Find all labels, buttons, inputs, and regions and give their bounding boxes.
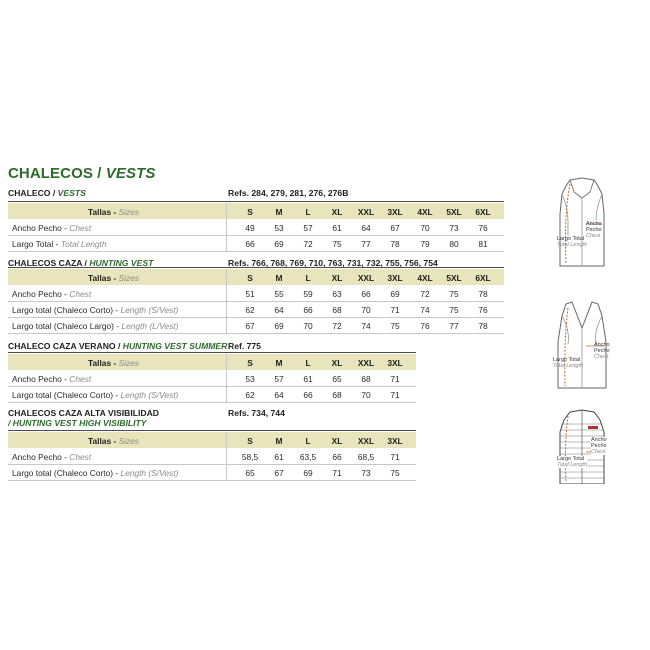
size-header-cell: M [275,358,283,368]
table-row-label: Largo total (Chaleco Largo) - Length (L/Vest) [12,321,179,331]
table-cell: 66 [245,239,255,249]
section-heading: CHALECO / VESTS [8,188,86,198]
table-cell: 65 [245,468,255,478]
table-cell: 76 [420,321,430,331]
row-label-en: Chest [69,452,92,462]
vest-3-length-label [557,456,587,468]
table-cell: 79 [420,239,430,249]
table-cell: 78 [478,321,488,331]
size-header-cell: L [305,358,311,368]
section-refs: Refs. 284, 279, 281, 276, 276B [228,188,349,198]
row-label-en: Length (L/Vest) [121,321,179,331]
vest-2-chest-en: Chest [594,354,609,360]
size-header-cell: XL [331,436,343,446]
vest-2-length-es: Largo Total [553,357,581,363]
section-name-en: HUNTING VEST SUMMER [122,341,228,351]
section-name-en-line2: / HUNTING VEST HIGH VISIBILITY [8,418,147,428]
table-cell: 78 [478,289,488,299]
row-separator [8,386,416,387]
table-cell: 69 [303,468,313,478]
table-cell: 75 [449,289,459,299]
column-separator [226,354,227,402]
sizes-label-es: Tallas [88,273,112,283]
section-divider [8,201,504,202]
table-cell: 76 [478,305,488,315]
table-cell: 66 [332,452,342,462]
table-cell: 66 [303,305,313,315]
size-header-cell: XXL [357,436,375,446]
section-name-en: HUNTING VEST [89,258,154,268]
section-heading: CHALECOS CAZA / HUNTING VEST [8,258,154,268]
size-header-cell: 3XL [387,436,403,446]
table-row-label: Ancho Pecho - Chest [12,452,92,462]
size-header-cell: S [247,436,253,446]
section-divider [8,352,416,353]
column-separator [226,203,227,251]
vest-1-length-en: Total Length [557,242,588,248]
row-separator [8,464,416,465]
table-row-label: Largo Total - Total Length [12,239,107,249]
vest-diagram-1 [548,174,618,274]
vest-2-length-label [553,357,583,369]
section-refs: Ref. 775 [228,341,261,351]
table-cell: 69 [274,239,284,249]
row-label-en: Length (S/Vest) [120,468,179,478]
size-header-cell: M [275,436,283,446]
row-label-en: Length (S/Vest) [120,390,179,400]
table-row-label: Largo total (Chaleco Corto) - Length (S/Vest) [12,468,179,478]
size-header-cell: S [247,207,253,217]
title-sep: / [92,165,106,182]
table-cell: 77 [449,321,459,331]
table-cell: 67 [390,223,400,233]
table-cell: 78 [390,239,400,249]
vest-2-length-en: Total Length [553,363,584,369]
table-cell: 73 [449,223,459,233]
column-separator [226,269,227,333]
row-separator [8,402,416,403]
size-header-cell: L [305,273,311,283]
row-separator [8,235,504,236]
table-cell: 63 [332,289,342,299]
page-title [8,165,155,182]
row-label-en: Chest [69,223,92,233]
section-refs: Refs. 734, 744 [228,408,285,418]
table-cell: 68 [332,390,342,400]
size-header-cell: XXL [357,207,375,217]
table-cell: 58,5 [241,452,259,462]
table-cell: 76 [478,223,488,233]
table-cell: 74 [420,305,430,315]
row-separator [8,333,504,334]
vest-1-chest-en: Chest [586,233,601,239]
table-cell: 80 [449,239,459,249]
size-header-cell: XL [331,358,343,368]
row-label-en: Total Length [60,239,107,249]
size-header-cell: S [247,273,253,283]
vest-3-length-en: Total Length [557,462,588,468]
table-cell: 68 [361,374,371,384]
sizes-label-en: Sizes [118,207,140,217]
size-header-cell: 3XL [387,207,403,217]
size-header-cell: L [305,436,311,446]
vest-3-chest-es2: Pecho [591,443,607,449]
table-cell: 81 [478,239,488,249]
section-divider [8,267,504,268]
size-header-cell: XL [331,207,343,217]
vest-3-length-es: Largo Total [557,456,585,462]
table-row-label: Ancho Pecho - Chest [12,223,92,233]
table-cell: 72 [332,321,342,331]
row-label-en: Length (S/Vest) [120,305,179,315]
size-header-cell: 6XL [475,207,491,217]
size-header-cell: 3XL [387,273,403,283]
row-separator [8,251,504,252]
vest-1-length-label [557,236,587,248]
table-cell: 68 [332,305,342,315]
row-label-en: Chest [69,374,92,384]
table-cell: 67 [245,321,255,331]
section-heading [8,408,159,428]
row-label-es: Ancho Pecho [12,289,62,299]
vest-3-chest-label [591,437,607,455]
vest-diagram-3 [548,408,618,484]
table-cell: 74 [361,321,371,331]
table-cell: 65 [332,374,342,384]
row-label-es: Largo total (Chaleco Corto) [12,468,114,478]
table-cell: 62 [245,305,255,315]
row-separator [8,317,504,318]
table-cell: 53 [274,223,284,233]
table-cell: 70 [420,223,430,233]
size-header-cell: S [247,358,253,368]
column-separator [226,432,227,480]
section-name-es: CHALECO [8,188,51,198]
table-cell: 71 [332,468,342,478]
table-row-label: Ancho Pecho - Chest [12,289,92,299]
sizes-label-en: Sizes [118,273,140,283]
table-cell: 67 [274,468,284,478]
section-name-en: VESTS [57,188,86,198]
size-header-cell: 3XL [387,358,403,368]
sizes-label-es: Tallas [88,436,112,446]
table-cell: 71 [390,374,400,384]
table-cell: 51 [245,289,255,299]
table-cell: 61 [303,374,313,384]
row-label-es: Largo total (Chaleco Corto) [12,305,114,315]
size-header-cell: XL [331,273,343,283]
vest-1-chest-label [586,221,602,239]
vest-2-chest-es2: Pecho [594,348,610,354]
vest-2-chest-label [594,342,610,360]
table-cell: 75 [449,305,459,315]
sizes-label: Tallas - Sizes [88,358,140,368]
sizes-label-es: Tallas [88,358,112,368]
table-cell: 73 [361,468,371,478]
table-cell: 57 [303,223,313,233]
section-heading: CHALECO CAZA VERANO / HUNTING VEST SUMMER [8,341,228,351]
table-cell: 68,5 [357,452,375,462]
table-cell: 62 [245,390,255,400]
table-cell: 69 [274,321,284,331]
vest-1-length-es: Largo Total [557,236,585,242]
size-header-cell: XXL [357,273,375,283]
table-row-label: Largo total (Chaleco Corto) - Length (S/Vest) [12,305,179,315]
vest-3-chest-en: Chest [591,449,606,455]
size-header-cell: M [275,273,283,283]
table-cell: 64 [274,390,284,400]
size-header-cell: 5XL [446,207,462,217]
row-label-en: Chest [69,289,92,299]
table-cell: 64 [361,223,371,233]
table-cell: 66 [303,390,313,400]
row-label-es: Ancho Pecho [12,223,62,233]
size-header-cell: M [275,207,283,217]
title-en: VESTS [105,165,156,182]
row-label-es: Largo total (Chaleco Largo) [12,321,114,331]
table-cell: 72 [420,289,430,299]
table-cell: 75 [390,468,400,478]
section-refs: Refs. 766, 768, 769, 710, 763, 731, 732, 755, 756, 754 [228,258,438,268]
table-cell: 55 [274,289,284,299]
table-cell: 61 [332,223,342,233]
table-cell: 69 [390,289,400,299]
section-divider [8,430,416,431]
table-cell: 70 [361,305,371,315]
row-label-es: Ancho Pecho [12,452,62,462]
vest-3-chest-es: Ancho [591,437,607,443]
row-label-es: Ancho Pecho [12,374,62,384]
section-name-es: CHALECOS CAZA [8,258,83,268]
sizes-label-en: Sizes [118,436,140,446]
table-cell: 77 [361,239,371,249]
table-row-label: Ancho Pecho - Chest [12,374,92,384]
table-cell: 70 [361,390,371,400]
section-name-es: CHALECOS CAZA ALTA VISIBILIDAD [8,408,160,418]
table-cell: 71 [390,390,400,400]
title-es: CHALECOS [8,165,93,182]
table-cell: 53 [245,374,255,384]
vest-2-chest-es: Ancho [594,342,610,348]
size-header-cell: 6XL [475,273,491,283]
table-cell: 75 [390,321,400,331]
size-header-cell: L [305,207,311,217]
table-cell: 63,5 [299,452,317,462]
size-header-cell: 5XL [446,273,462,283]
table-cell: 57 [274,374,284,384]
row-separator [8,301,504,302]
vest-1-chest-es2: Pecho [586,227,602,233]
table-cell: 71 [390,452,400,462]
row-label-es: Largo Total [12,239,54,249]
table-cell: 75 [332,239,342,249]
size-header-cell: 4XL [417,207,433,217]
table-cell: 64 [274,305,284,315]
sizes-label: Tallas - Sizes [88,436,140,446]
table-cell: 72 [303,239,313,249]
table-cell: 59 [303,289,313,299]
row-label-es: Largo total (Chaleco Corto) [12,390,114,400]
table-cell: 61 [274,452,284,462]
sizes-label-es: Tallas [88,207,112,217]
section-name-es: CHALECO CAZA VERANO [8,341,116,351]
section-name-en2: HUNTING VEST HIGH VISIBILITY [12,418,147,428]
table-cell: 70 [303,321,313,331]
sizes-label: Tallas - Sizes [88,273,140,283]
sizes-label: Tallas - Sizes [88,207,140,217]
table-cell: 66 [361,289,371,299]
table-cell: 49 [245,223,255,233]
sizes-label-en: Sizes [118,358,140,368]
size-header-cell: 4XL [417,273,433,283]
size-header-cell: XXL [357,358,375,368]
vest-1-chest-es: Ancho [586,221,602,227]
row-separator [8,480,416,481]
table-row-label: Largo total (Chaleco Corto) - Length (S/Vest) [12,390,179,400]
table-cell: 71 [390,305,400,315]
